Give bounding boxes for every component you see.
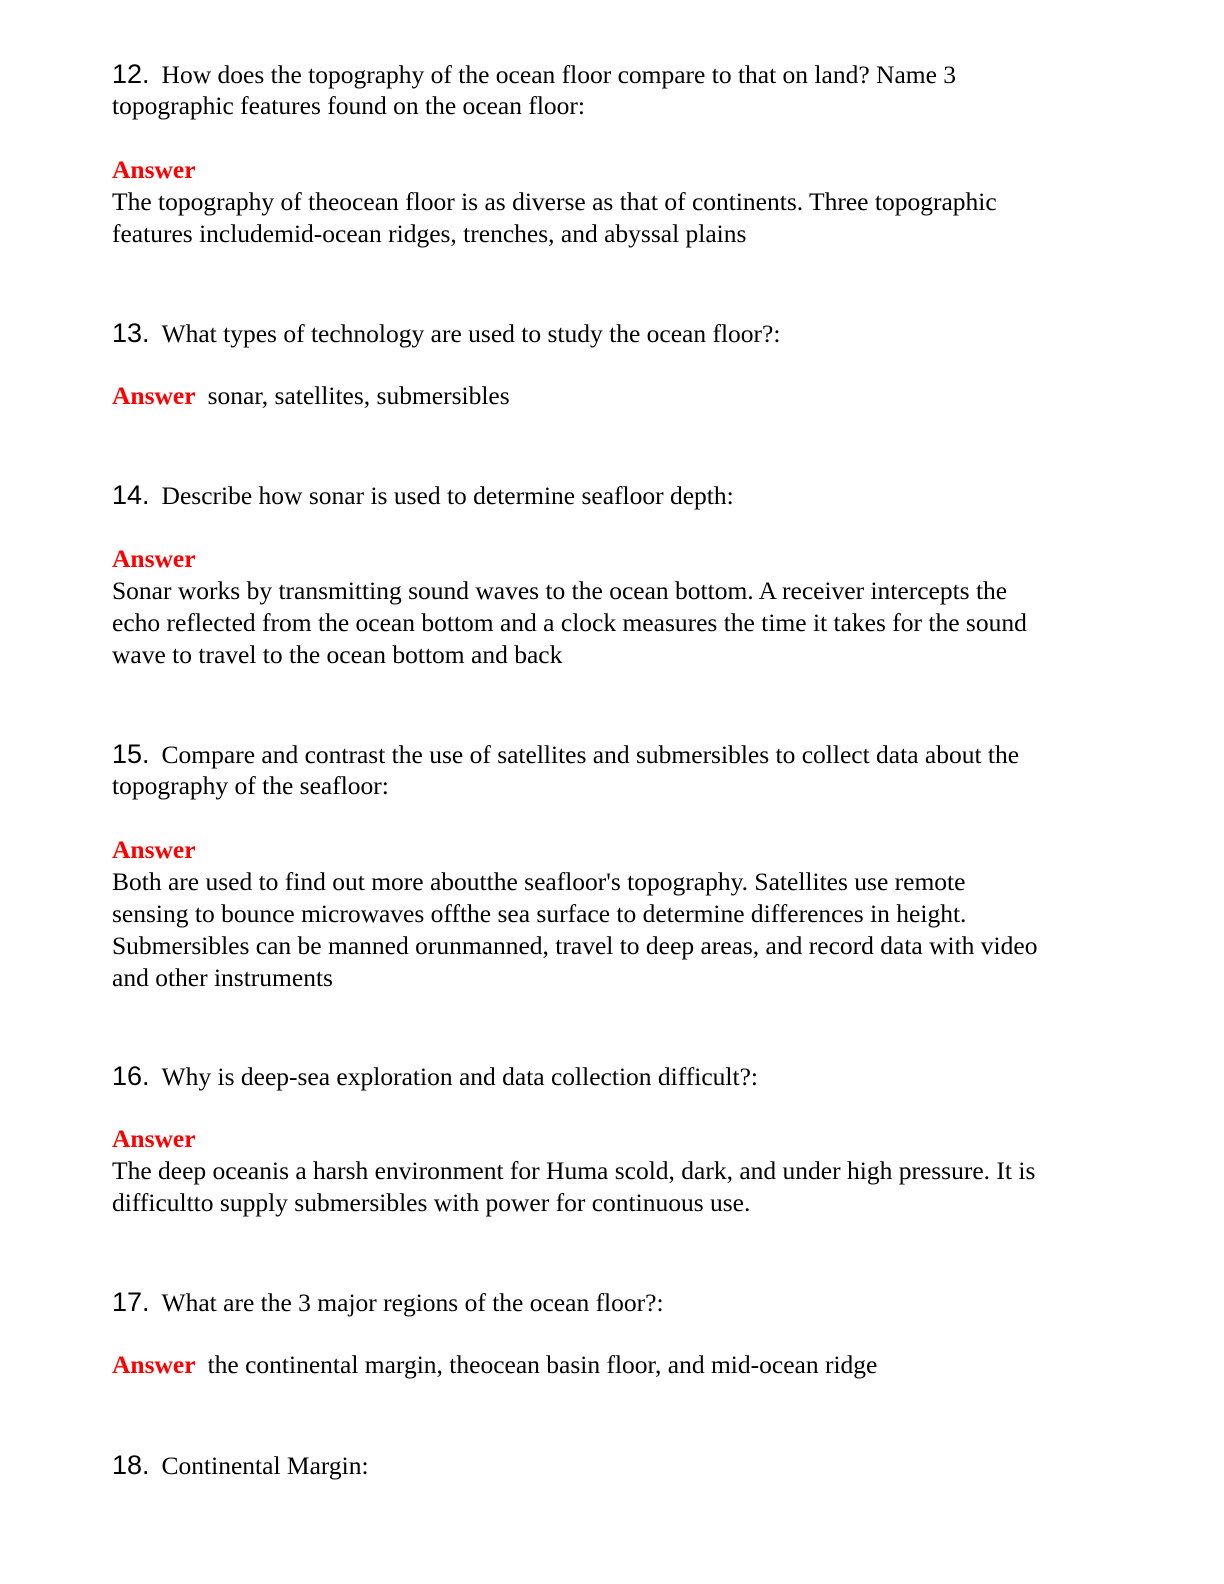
- question-line: [112, 1286, 664, 1318]
- answer-label: Answer: [112, 1350, 196, 1379]
- answer-text: features includemid-ocean ridges, trenches, and abyssal plains: [112, 219, 747, 248]
- answer-line: [112, 1349, 877, 1381]
- answer-label: Answer: [112, 544, 196, 573]
- answer-text: wave to travel to the ocean bottom and back: [112, 640, 563, 669]
- question-line: [112, 317, 780, 349]
- question-number: 18.: [112, 1450, 150, 1480]
- answer-text: sensing to bounce microwaves offthe sea surface to determine differences in height.: [112, 899, 967, 928]
- question-text: Continental Margin:: [161, 1451, 369, 1480]
- answer-text: and other instruments: [112, 963, 333, 992]
- question-number: 16.: [112, 1061, 150, 1091]
- answer-label: Answer: [112, 155, 196, 184]
- question-number: 13.: [112, 318, 150, 348]
- question-number: 17.: [112, 1287, 150, 1317]
- answer-line: [112, 380, 510, 412]
- answer-label: Answer: [112, 381, 196, 410]
- answer-label: Answer: [112, 835, 196, 864]
- question-text: topography of the seafloor:: [112, 771, 389, 800]
- answer-text: sonar, satellites, submersibles: [207, 381, 510, 410]
- question-text: Describe how sonar is used to determine seafloor depth:: [161, 481, 734, 510]
- answer-text: The topography of theocean floor is as diverse as that of continents. Three topographic: [112, 187, 997, 216]
- question-line: [112, 479, 734, 511]
- question-text: What are the 3 major regions of the ocean floor?:: [161, 1288, 664, 1317]
- answer-text: Both are used to find out more aboutthe seafloor's topography. Satellites use remote: [112, 867, 966, 896]
- answer-text: Submersibles can be manned orunmanned, travel to deep areas, and record data with video: [112, 931, 1038, 960]
- question-line: [112, 1449, 369, 1481]
- question-number: 12.: [112, 59, 150, 89]
- answer-text: Sonar works by transmitting sound waves to the ocean bottom. A receiver intercepts the: [112, 576, 1008, 605]
- answer-text: difficultto supply submersibles with power for continuous use.: [112, 1188, 751, 1217]
- question-number: 14.: [112, 480, 150, 510]
- question-text: How does the topography of the ocean floor compare to that on land? Name 3: [161, 60, 957, 89]
- question-text: Compare and contrast the use of satellites and submersibles to collect data about the: [161, 740, 1020, 769]
- question-number: 15.: [112, 739, 150, 769]
- question-line: [112, 1060, 758, 1092]
- answer-text: echo reflected from the ocean bottom and a clock measures the time it takes for the sound: [112, 608, 1027, 637]
- answer-text: the continental margin, theocean basin floor, and mid-ocean ridge: [207, 1350, 878, 1379]
- question-text: topographic features found on the ocean floor:: [112, 91, 585, 120]
- answer-text: The deep oceanis a harsh environment for Huma scold, dark, and under high pressure. It is: [112, 1156, 1036, 1185]
- question-line: [112, 58, 956, 90]
- question-text: What types of technology are used to study the ocean floor?:: [161, 319, 781, 348]
- question-text: Why is deep-sea exploration and data collection difficult?:: [161, 1062, 758, 1091]
- answer-label: Answer: [112, 1124, 196, 1153]
- question-line: [112, 738, 1019, 770]
